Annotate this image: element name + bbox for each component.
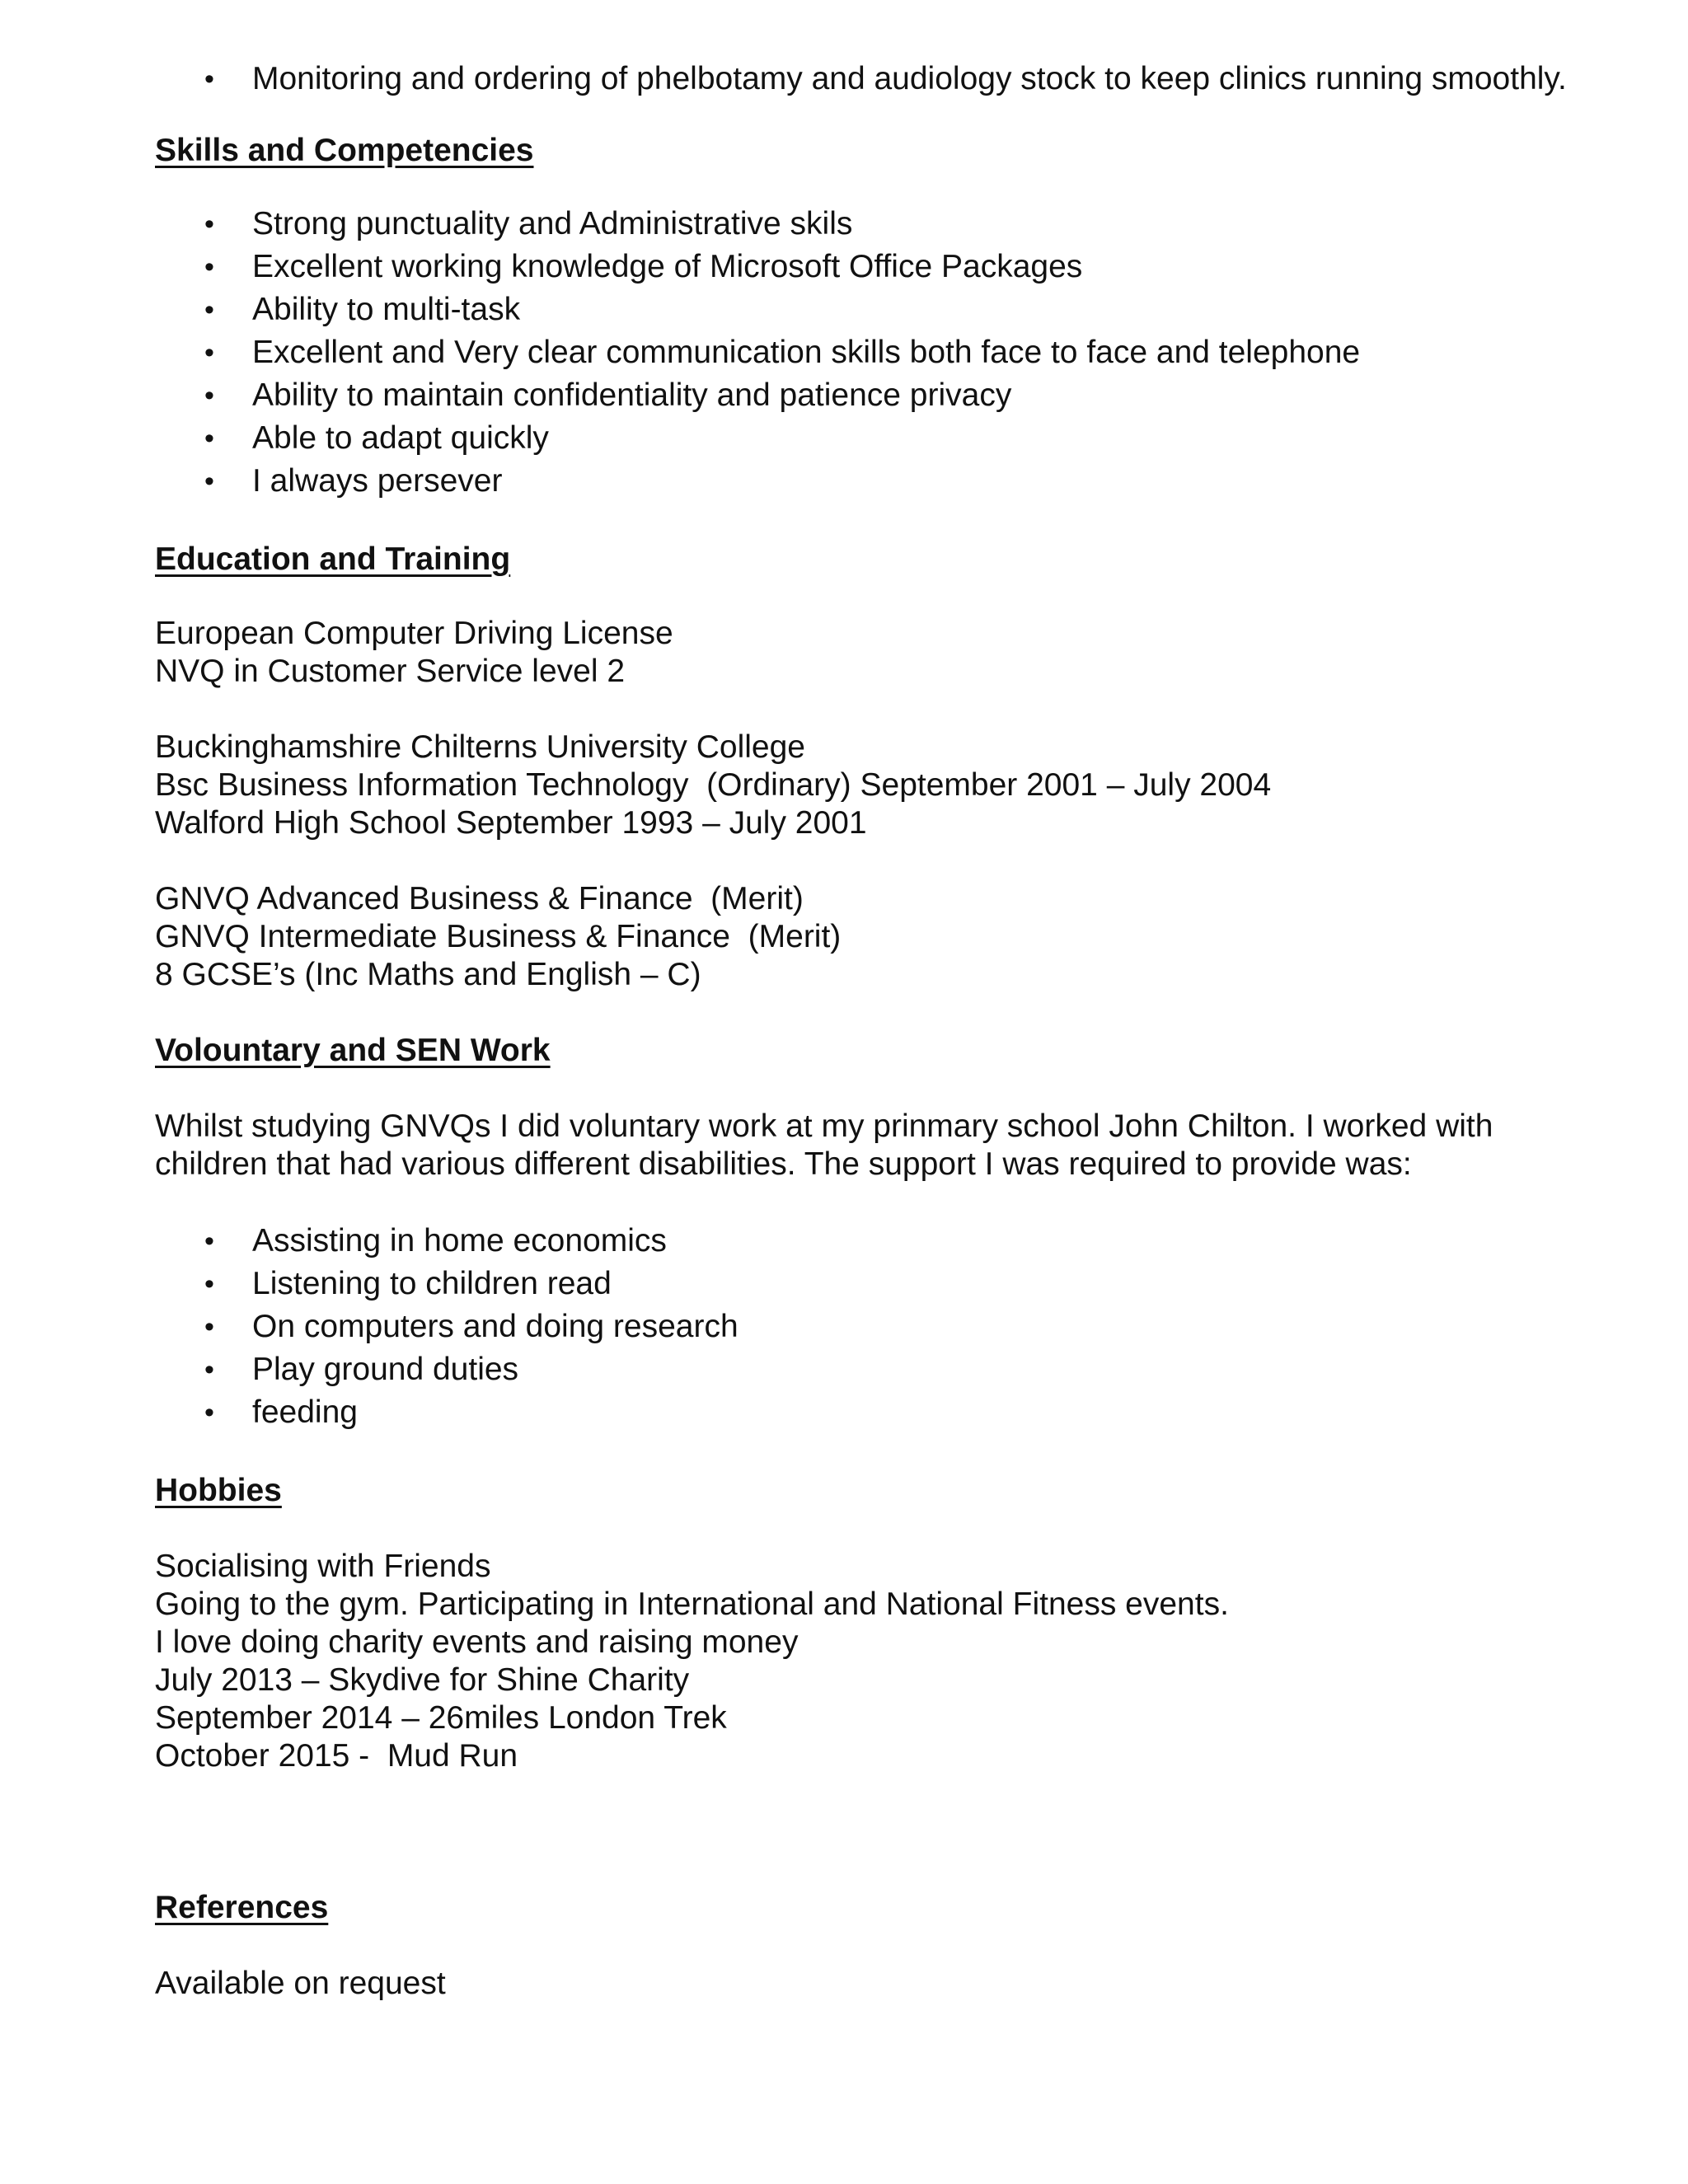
bullet-icon: • — [204, 1311, 214, 1343]
bullet-icon: • — [204, 423, 214, 454]
intro-list — [155, 59, 1567, 99]
list-item: • Excellent and Very clear communication skills both face to face and telephone — [155, 331, 1556, 374]
bullet-icon: • — [204, 294, 214, 326]
list-item: • Ability to maintain confidentiality and patience privacy — [155, 374, 1556, 417]
voluntary-list — [155, 1220, 1556, 1434]
education-group-university: Buckinghamshire Chilterns University College Bsc Business Information Technology (Ordinary) September 2001 – July 2004 Walford High School September 1993 – July 2001 — [155, 729, 1272, 841]
bullet-icon: • — [204, 380, 214, 411]
bullet-icon: • — [204, 251, 214, 283]
skills-list — [155, 203, 1556, 503]
list-item: • Able to adapt quickly — [155, 417, 1556, 460]
list-item: • On computers and doing research — [155, 1305, 1556, 1348]
list-item: • Assisting in home economics — [155, 1220, 1556, 1263]
list-item: • Listening to children read — [155, 1263, 1556, 1305]
references-text: Available on request — [155, 1966, 446, 2001]
bullet-icon: • — [204, 466, 214, 497]
section-heading-voluntary: Volountary and SEN Work — [155, 1033, 551, 1068]
list-item: • Monitoring and ordering of phelbotamy and audiology stock to keep clinics running smoothly. — [155, 59, 1587, 99]
list-item: • I always persever — [155, 460, 1556, 503]
list-item: • Strong punctuality and Administrative skils — [155, 203, 1556, 246]
education-group-certifications: European Computer Driving License NVQ in Customer Service level 2 — [155, 616, 673, 689]
section-heading-skills: Skills and Competencies — [155, 133, 534, 168]
list-item: • Ability to multi-task — [155, 288, 1556, 331]
bullet-icon: • — [204, 1354, 214, 1385]
document-page — [155, 59, 1567, 2003]
hobbies-lines: Socialising with Friends Going to the gym. Participating in International and National Fitness events. I love doing charity events and raising money July 2013 – Skydive for Shine Charity September 2014 – 26miles London Trek October 2015 - Mud Run — [155, 1549, 1229, 1774]
section-heading-education: Education and Training — [155, 541, 511, 577]
list-item: • Excellent working knowledge of Microsoft Office Packages — [155, 246, 1556, 288]
section-heading-references: References — [155, 1890, 329, 1925]
bullet-icon: • — [204, 337, 214, 368]
education-group-school-qualifications: GNVQ Advanced Business & Finance (Merit) GNVQ Intermediate Business & Finance (Merit) 8 GCSE’s (Inc Maths and English – C) — [155, 881, 842, 992]
list-item: • feeding — [155, 1391, 1556, 1434]
bullet-icon: • — [204, 1226, 214, 1257]
list-item: • Play ground duties — [155, 1348, 1556, 1391]
bullet-icon: • — [204, 1268, 214, 1300]
section-heading-hobbies: Hobbies — [155, 1473, 282, 1508]
bullet-icon: • — [204, 63, 214, 95]
bullet-icon: • — [204, 209, 214, 240]
voluntary-paragraph: Whilst studying GNVQs I did voluntary work at my prinmary school John Chilton. I worked with children that had various different disabilities. The support I was required to provide was: — [155, 1108, 1493, 1182]
bullet-icon: • — [204, 1397, 214, 1428]
